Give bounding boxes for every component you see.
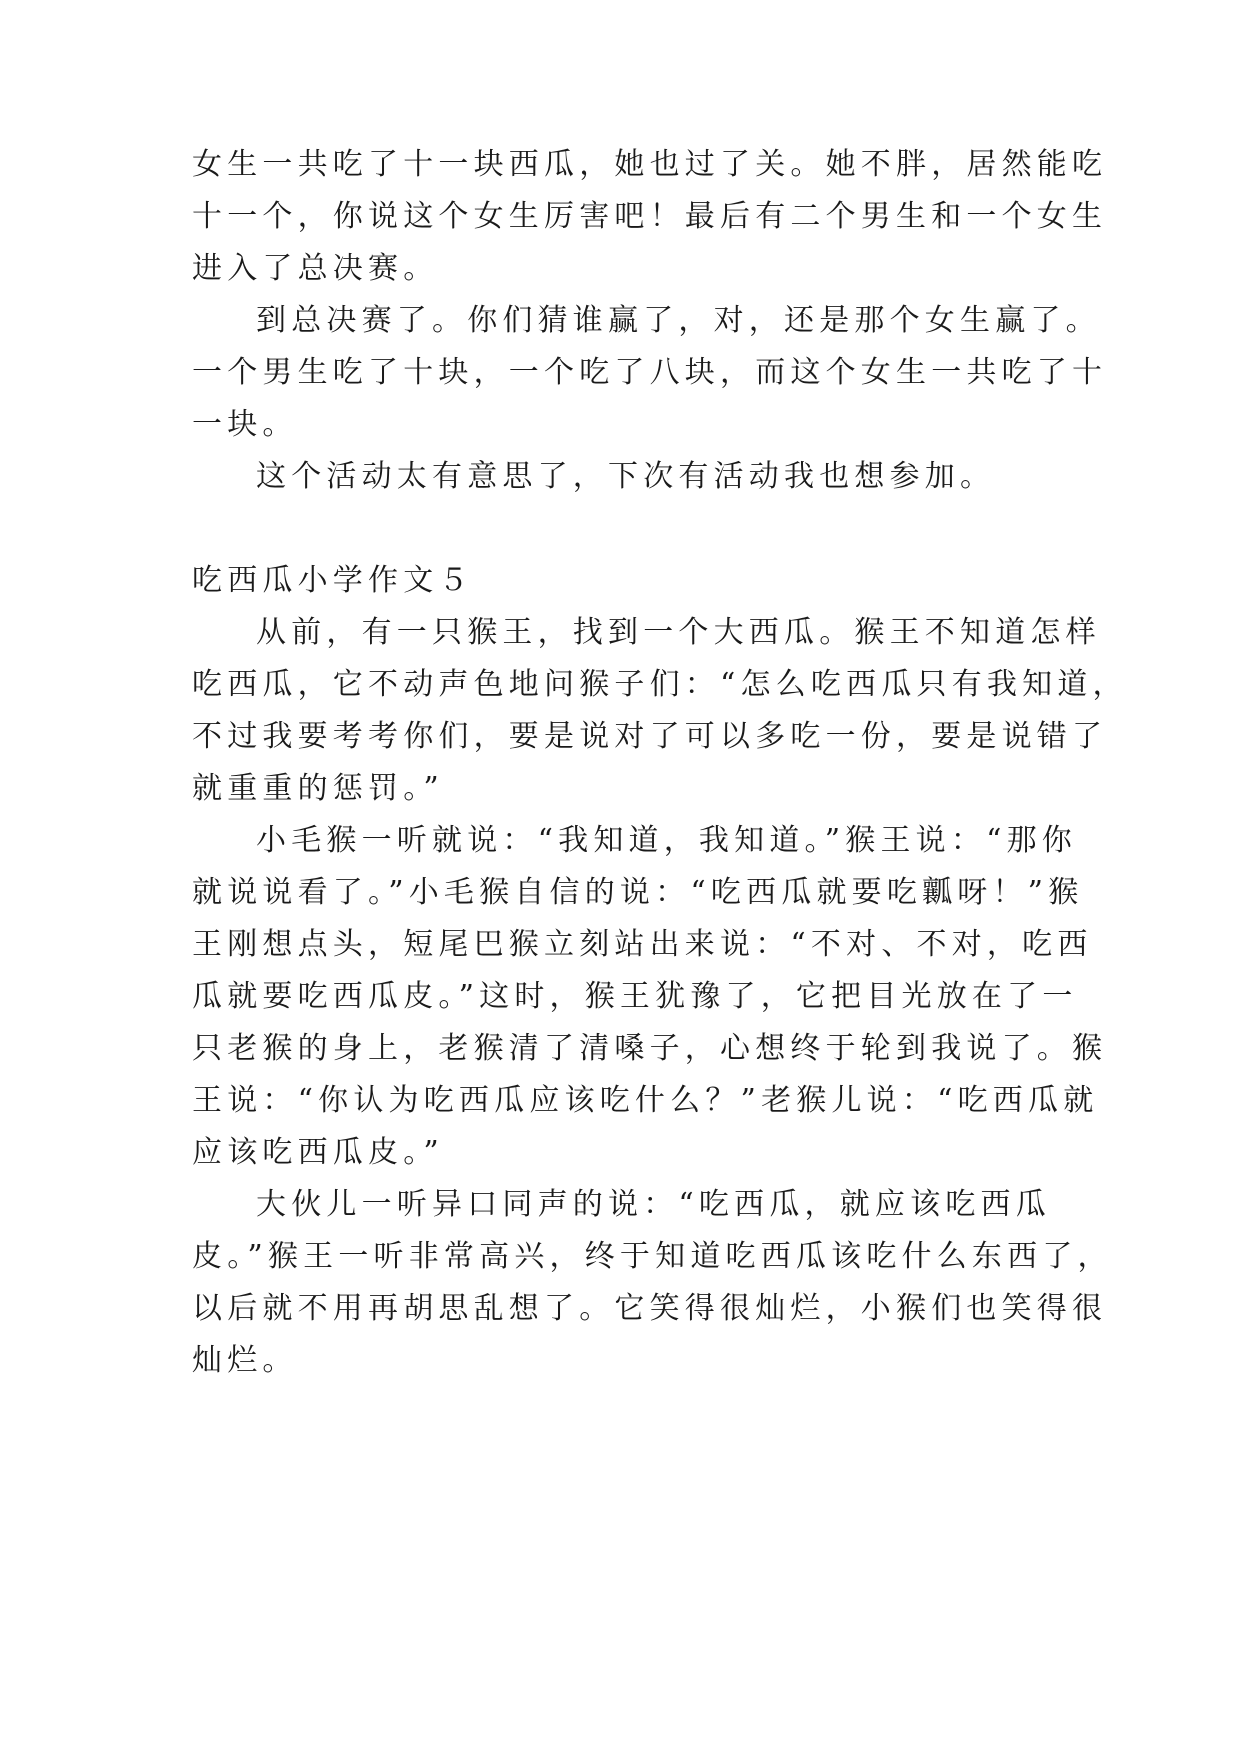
text-line: 皮。”猴王一听非常高兴，终于知道吃西瓜该吃什么东西了， [192, 1239, 1113, 1274]
text-line: 王说：“你认为吃西瓜应该吃什么？”老猴儿说：“吃西瓜就 [192, 1083, 1099, 1118]
text-line: 到总决赛了。你们猜谁赢了，对，还是那个女生赢了。 [256, 303, 1101, 338]
text-line: 大伙儿一听异口同声的说：“吃西瓜，就应该吃西瓜 [256, 1187, 1051, 1222]
text-line: 不过我要考考你们，要是说对了可以多吃一份，要是说错了 [192, 719, 1108, 754]
text-line: 吃西瓜，它不动声色地问猴子们：“怎么吃西瓜只有我知道， [192, 667, 1128, 702]
text-line: 女生一共吃了十一块西瓜，她也过了关。她不胖，居然能吃 [192, 147, 1108, 182]
text-line: 小毛猴一听就说：“我知道，我知道。”猴王说：“那你 [256, 823, 1078, 858]
text-line: 进入了总决赛。 [192, 251, 439, 286]
text-line: 只老猴的身上，老猴清了清嗓子，心想终于轮到我说了。猴 [192, 1031, 1108, 1066]
text-line: 十一个，你说这个女生厉害吧！最后有二个男生和一个女生 [192, 199, 1108, 234]
text-line: 一块。 [192, 407, 298, 442]
text-line: 瓜就要吃西瓜皮。”这时，猴王犹豫了，它把目光放在了一 [192, 979, 1078, 1014]
text-line: 从前，有一只猴王，找到一个大西瓜。猴王不知道怎样 [256, 615, 1101, 650]
text-line: 以后就不用再胡思乱想了。它笑得很灿烂，小猴们也笑得很 [192, 1291, 1108, 1326]
section-title: 吃西瓜小学作文５ [192, 563, 474, 598]
text-line: 这个活动太有意思了，下次有活动我也想参加。 [256, 459, 996, 494]
text-line: 应该吃西瓜皮。” [192, 1135, 444, 1170]
text-line: 就重重的惩罚。” [192, 771, 444, 806]
text-line: 灿烂。 [192, 1343, 298, 1378]
text-line: 王刚想点头，短尾巴猴立刻站出来说：“不对、不对，吃西 [192, 927, 1093, 962]
text-line: 就说说看了。”小毛猴自信的说：“吃西瓜就要吃瓤呀！”猴 [192, 875, 1084, 910]
text-line: 一个男生吃了十块，一个吃了八块，而这个女生一共吃了十 [192, 355, 1108, 390]
